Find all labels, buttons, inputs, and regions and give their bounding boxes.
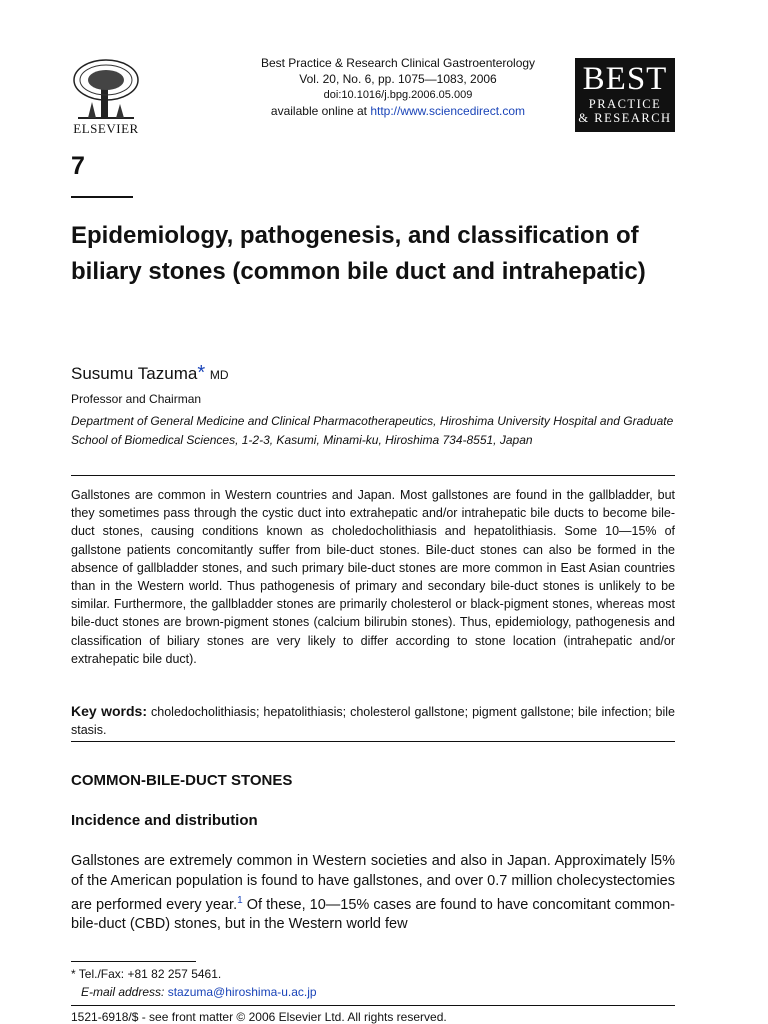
section-heading: COMMON-BILE-DUCT STONES: [71, 772, 293, 789]
keywords-text: choledocholithiasis; hepatolithiasis; cholesterol gallstone; pigment gallstone; bile infection; bile stasis.: [71, 705, 675, 738]
logo-line-research: & RESEARCH: [578, 111, 672, 125]
author-position: Professor and Chairman: [71, 392, 202, 406]
chapter-rule: [71, 196, 133, 198]
abstract-bottom-rule: [71, 741, 675, 742]
best-practice-logo: [575, 58, 675, 132]
author-line: [71, 362, 229, 385]
email-label: E-mail address:: [81, 985, 168, 999]
author-affiliation: Department of General Medicine and Clinical Pharmacotherapeutics, Hiroshima University Hospital and Graduate School of Biomedical Sciences, 1-2-3, Kasumi, Minami-ku, Hiroshima 734-8551, Japan: [71, 414, 674, 447]
body-paragraph: [71, 852, 675, 935]
available-online: [200, 103, 596, 119]
available-online-label: available online at: [270, 104, 371, 118]
article-title: Epidemiology, pathogenesis, and classification of biliary stones (common bile duct and intrahepatic): [71, 222, 646, 285]
sciencedirect-link[interactable]: http://www.sciencedirect.com: [370, 104, 526, 118]
journal-name: Best Practice & Research Clinical Gastroenterology: [260, 56, 536, 70]
author-name: Susumu Tazuma: [71, 364, 198, 383]
logo-line-best: BEST: [582, 61, 668, 97]
body-text-part2: Of these, 10—15% cases are found to have concomitant common-bile-duct (CBD) stones, but in the Western world few: [71, 896, 675, 933]
author-marker[interactable]: *: [197, 362, 206, 384]
reference-marker[interactable]: 1: [237, 895, 243, 906]
author-degree: MD: [209, 368, 229, 382]
logo-line-practice: PRACTICE: [588, 97, 662, 111]
abstract-text: Gallstones are common in Western countries and Japan. Most gallstones are found in the gallbladder, but they sometimes pass through the cystic duct into extrahepatic and/or intrahepatic bile ducts to become bile-duct stones, causing conditions known as choledocholithiasis and hepatolithiasis. Some 10—15% of gallstone patients concomitantly suffer from bile-duct stones. Bile-duct stones can also be formed in the absence of gallbladder stones, and such primary bile-duct stones are more common in East Asian countries than in the Western world. Thus pathogenesis of primary and secondary bile-duct stones is unlikely to be similar. Furthermore, the gallbladder stones are primarily cholesterol or black-pigment stones, whereas most bile-duct stones are brown-pigment stones (calcium bilirubin stones). Thus, epidemiology, pathogenesis and classification of biliary stones are very likely to differ according to stone location (intrahepatic and/or extrahepatic bile duct).: [71, 488, 675, 666]
footnote-rule: [71, 961, 196, 962]
bottom-rule: [71, 1005, 675, 1006]
journal-info: [200, 55, 596, 119]
keywords: [71, 702, 675, 739]
publisher-name: ELSEVIER: [73, 121, 139, 136]
subsection-heading: Incidence and distribution: [71, 812, 258, 829]
footnote-tel: * Tel./Fax: +81 82 257 5461.: [71, 967, 222, 981]
keywords-label: Key words:: [71, 703, 147, 719]
footnote: [71, 965, 317, 1001]
footnote-email-line: [71, 983, 317, 1001]
doi: doi:10.1016/j.bpg.2006.05.009: [323, 89, 473, 101]
abstract-top-rule: [71, 475, 675, 476]
volume-line: Vol. 20, No. 6, pp. 1075—1083, 2006: [299, 72, 497, 86]
email-link[interactable]: stazuma@hiroshima-u.ac.jp: [167, 985, 317, 999]
issn-line: 1521-6918/$ - see front matter © 2006 Elsevier Ltd. All rights reserved.: [71, 1010, 447, 1024]
chapter-number: 7: [71, 152, 85, 180]
body-text-part1: Gallstones are extremely common in Western societies and also in Japan. Approximately l5% of the American population is found to have gallstones, and over 0.7 million cholecystectomies are performed every year.: [71, 853, 675, 913]
